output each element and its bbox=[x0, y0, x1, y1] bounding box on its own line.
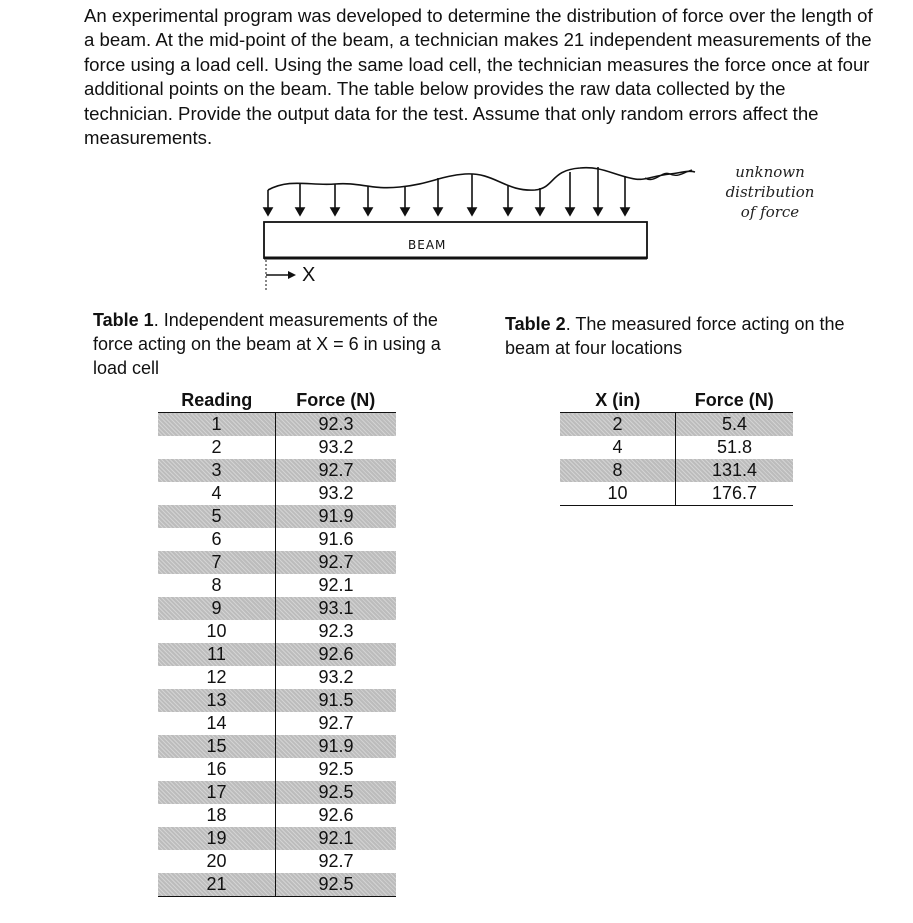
table-cell-index: 6 bbox=[158, 528, 276, 551]
table-cell-index: 14 bbox=[158, 712, 276, 735]
table-row bbox=[158, 689, 396, 712]
table-cell-index: 11 bbox=[158, 643, 276, 666]
table-cell-force: 92.7 bbox=[276, 551, 397, 574]
table-row bbox=[158, 413, 396, 437]
table-cell-force: 91.9 bbox=[276, 505, 397, 528]
table1-header-reading: Reading bbox=[158, 388, 276, 413]
table-cell-index: 17 bbox=[158, 781, 276, 804]
table-row bbox=[560, 436, 793, 459]
force-arrows bbox=[264, 167, 629, 215]
table-cell-force: 131.4 bbox=[676, 459, 794, 482]
table-cell-index: 2 bbox=[560, 413, 676, 437]
table1-caption bbox=[93, 308, 473, 380]
table-cell-index: 13 bbox=[158, 689, 276, 712]
table-cell-force: 92.5 bbox=[276, 873, 397, 897]
table-row bbox=[158, 574, 396, 597]
table-cell-force: 92.6 bbox=[318, 805, 354, 825]
table-row bbox=[158, 551, 396, 574]
table2-header-force: Force (N) bbox=[676, 388, 794, 413]
table-cell-index: 10 bbox=[560, 482, 676, 506]
table-cell-index: 3 bbox=[158, 459, 276, 482]
table-cell-force: 92.1 bbox=[318, 575, 354, 595]
table-row bbox=[560, 459, 793, 482]
table-row bbox=[158, 804, 396, 827]
x-axis-label: X bbox=[302, 264, 316, 286]
table-cell-index: 15 bbox=[158, 735, 276, 758]
table-row bbox=[158, 620, 396, 643]
table-row bbox=[158, 459, 396, 482]
table1-body bbox=[158, 413, 396, 897]
table-cell-index: 10 bbox=[158, 620, 276, 643]
table-row bbox=[158, 666, 396, 689]
table-cell-index: 9 bbox=[158, 597, 276, 620]
table-cell-force: 93.2 bbox=[318, 667, 354, 687]
table-cell-index: 12 bbox=[158, 666, 276, 689]
table-cell-force: 176.7 bbox=[676, 482, 794, 506]
problem-statement: An experimental program was developed to determine the distribution of force over the length of a beam. At the mid-point of the beam, a technician makes 21 independent measurements of the force using a load cell. Using the same load cell, the technician measures the force once at four additional points on the beam. The table below provides the raw data collected by the technician. Provide the output data for the test. Assume that only random errors affect the measurements. bbox=[84, 5, 873, 149]
table1-caption-text: . Independent measurements of the force acting on the beam at X = 6 in using a load cell bbox=[93, 310, 441, 378]
table-row bbox=[158, 436, 396, 459]
table-row bbox=[158, 781, 396, 804]
table-cell-index: 7 bbox=[158, 551, 276, 574]
table-cell-force: 93.2 bbox=[318, 437, 354, 457]
table1-force-readings bbox=[158, 388, 396, 897]
table-cell-index: 8 bbox=[560, 459, 676, 482]
table-cell-index: 18 bbox=[158, 804, 276, 827]
table-row bbox=[560, 482, 793, 506]
table-cell-force: 92.1 bbox=[276, 827, 397, 850]
beam-label: BEAM bbox=[408, 238, 447, 252]
table-cell-force: 51.8 bbox=[716, 437, 753, 457]
table-row bbox=[158, 482, 396, 505]
table-cell-force: 92.6 bbox=[276, 643, 397, 666]
table-row bbox=[560, 413, 793, 437]
beam-figure bbox=[250, 160, 850, 300]
table-cell-force: 91.5 bbox=[276, 689, 397, 712]
table-cell-index: 16 bbox=[158, 758, 276, 781]
table-cell-force: 92.5 bbox=[318, 759, 354, 779]
table-row bbox=[158, 643, 396, 666]
table-cell-force: 92.7 bbox=[318, 713, 354, 733]
table2-caption bbox=[505, 312, 845, 360]
table-cell-force: 92.7 bbox=[318, 851, 354, 871]
table-cell-index: 8 bbox=[158, 574, 276, 597]
table2-caption-label: Table 2 bbox=[505, 314, 566, 334]
table-cell-index: 1 bbox=[158, 413, 276, 437]
table2-force-locations bbox=[560, 388, 793, 506]
table1-caption-label: Table 1 bbox=[93, 310, 154, 330]
table-cell-index: 2 bbox=[158, 436, 276, 459]
unknown-distribution-note bbox=[695, 162, 845, 222]
table2-header-x: X (in) bbox=[560, 388, 676, 413]
table-cell-force: 93.1 bbox=[276, 597, 397, 620]
note-line: unknown bbox=[735, 163, 805, 181]
beam-rect bbox=[264, 222, 647, 258]
table-cell-index: 20 bbox=[158, 850, 276, 873]
table-row bbox=[158, 850, 396, 873]
table1-header-force: Force (N) bbox=[276, 388, 397, 413]
table-cell-index: 4 bbox=[560, 436, 676, 459]
table-cell-index: 19 bbox=[158, 827, 276, 850]
table2-body bbox=[560, 413, 793, 506]
table-cell-force: 92.5 bbox=[276, 781, 397, 804]
table-row bbox=[158, 735, 396, 758]
table-cell-force: 5.4 bbox=[676, 413, 794, 437]
table-cell-index: 21 bbox=[158, 873, 276, 897]
table-row bbox=[158, 528, 396, 551]
table2-caption-text: . The measured force acting on the beam at four locations bbox=[505, 314, 845, 358]
table-cell-force: 92.7 bbox=[276, 459, 397, 482]
table-cell-index: 4 bbox=[158, 482, 276, 505]
table-row bbox=[158, 758, 396, 781]
table-row bbox=[158, 827, 396, 850]
note-line: distribution bbox=[725, 183, 815, 201]
force-distribution-curve bbox=[268, 168, 695, 190]
table-row bbox=[158, 712, 396, 735]
table-cell-force: 92.3 bbox=[318, 621, 354, 641]
note-line: of force bbox=[740, 203, 800, 221]
table-cell-force: 91.9 bbox=[276, 735, 397, 758]
table-cell-force: 91.6 bbox=[318, 529, 354, 549]
table-cell-force: 92.3 bbox=[276, 413, 397, 437]
table-row bbox=[158, 505, 396, 528]
table-cell-index: 5 bbox=[158, 505, 276, 528]
table-cell-force: 93.2 bbox=[318, 483, 354, 503]
table-row bbox=[158, 873, 396, 897]
table-row bbox=[158, 597, 396, 620]
